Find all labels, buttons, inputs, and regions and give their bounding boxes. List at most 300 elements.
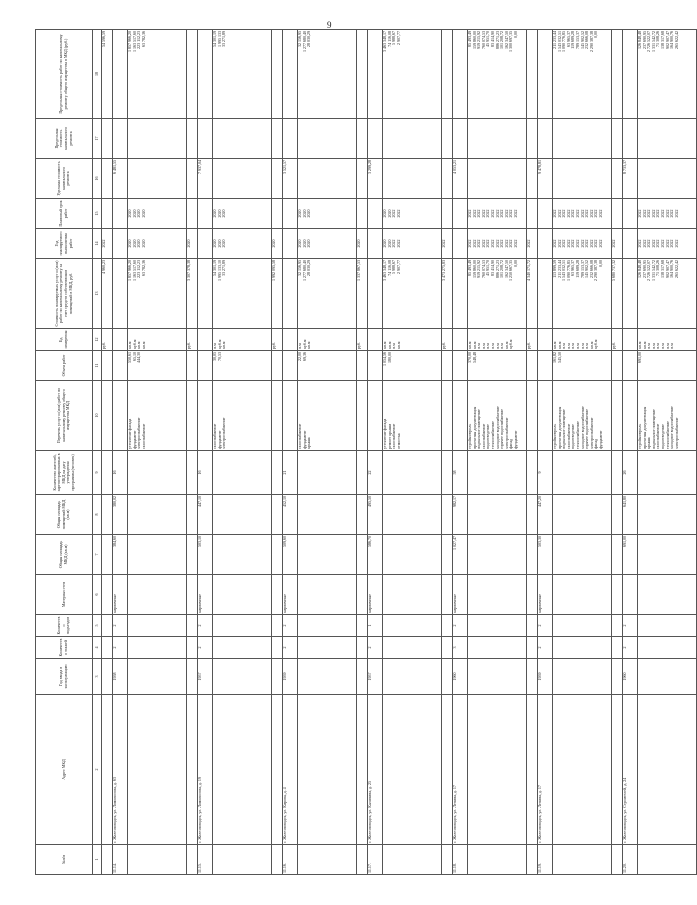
work-unit-line: п.м <box>584 343 590 349</box>
empty-cell <box>187 381 198 451</box>
works-row <box>638 30 697 875</box>
work-unit-line: п.м <box>476 343 482 349</box>
work-unit-line: кв.м <box>641 341 647 349</box>
empty-cell <box>187 535 198 575</box>
cost-limit-line: 63 782,36 <box>140 31 146 47</box>
column-number: 6 <box>93 575 102 615</box>
empty-cell <box>442 119 453 159</box>
work-cost-line: 63 965,37 <box>570 260 576 276</box>
column-header: Общая площадь помещений МКД (кв.м) <box>36 495 93 535</box>
empty-cell <box>442 535 453 575</box>
subtotal-row <box>102 30 113 875</box>
work-year-line: 2020 <box>306 239 312 248</box>
work-cost-line: 162 347,50 <box>503 260 509 278</box>
subtotal-label <box>272 695 283 845</box>
cost-limit-line: 211 233,44 <box>552 31 557 49</box>
empty-cell <box>113 30 128 119</box>
building-address: г. Железноводск, ул. Кирова, д. 4 <box>283 695 298 845</box>
empty-cell <box>213 695 272 845</box>
subtotal-row <box>187 30 198 875</box>
column-header: Предельная стоимость капитального ремонта <box>36 119 93 159</box>
work-volume-line: 545,50 <box>556 352 562 363</box>
work-volume <box>213 351 272 381</box>
plan-year <box>383 199 442 229</box>
empty-cell <box>187 575 198 615</box>
empty-cell <box>623 30 638 119</box>
plan-year-line: 2022 <box>561 209 567 218</box>
work-type-line: фундамент <box>512 430 518 449</box>
work-unit-line: куб.м <box>131 339 137 349</box>
work-type <box>638 381 697 451</box>
empty-cell <box>383 451 442 495</box>
row-number: 11.17. <box>368 845 383 875</box>
empty-cell <box>623 199 638 229</box>
cost-limit-line: 1 300 697,35 <box>508 31 514 52</box>
empty-cell <box>368 30 383 119</box>
work-volume-line: 65,10 <box>131 352 137 361</box>
subtotal-year-line: 2020 <box>356 239 361 248</box>
work-unit-line: п.м <box>561 343 567 349</box>
subtotal-unit-line: руб. <box>526 342 531 349</box>
plan-year-line: 2022 <box>579 209 585 218</box>
cost-limit-line: 2 290 387,38 <box>588 31 594 52</box>
work-cost-line: 101 208,72 <box>499 260 505 278</box>
empty-cell <box>357 451 368 495</box>
plan-year-line: 2022 <box>556 209 562 218</box>
empty-cell <box>442 451 453 495</box>
empty-cell <box>538 259 553 329</box>
empty-cell <box>553 535 612 575</box>
empty-cell <box>298 695 357 845</box>
empty-cell <box>527 199 538 229</box>
empty-cell <box>357 575 368 615</box>
row-number: 11.15. <box>198 845 213 875</box>
work-year <box>213 229 272 259</box>
work-type-line: фундамент <box>216 430 222 449</box>
work-type-line: холодное водоснабжение <box>494 406 500 449</box>
work-volume <box>468 351 527 381</box>
plan-year-line: 2020 <box>136 209 142 218</box>
works-row <box>383 30 442 875</box>
work-volume <box>128 351 187 381</box>
empty-cell <box>553 495 612 535</box>
floors-count: 2 <box>198 637 213 659</box>
cost-limit-line: 1 857 966,20 <box>127 31 132 52</box>
work-unit-line: кв.м <box>382 341 387 349</box>
cost-limit-line: 232 666,08 <box>584 31 590 49</box>
empty-cell <box>283 329 298 351</box>
empty-cell <box>213 637 272 659</box>
empty-cell <box>213 535 272 575</box>
work-type <box>468 381 527 451</box>
year-built: 1960 <box>453 659 468 695</box>
empty-cell <box>272 535 283 575</box>
empty-cell <box>298 451 357 495</box>
empty-cell <box>453 229 468 259</box>
empty-cell <box>272 495 283 535</box>
subtotal-cost-line: 1 337 867,53 <box>356 260 361 281</box>
work-cost <box>298 259 357 329</box>
empty-cell <box>553 119 612 159</box>
subtotal-unit <box>272 329 283 351</box>
work-unit-line: п.м <box>297 343 302 349</box>
work-cost-line: 1 995 133,10 <box>216 260 222 281</box>
empty-cell <box>298 535 357 575</box>
work-year-line: 2022 <box>574 239 580 248</box>
work-type-line: электроснабжение <box>221 417 227 449</box>
plan-year-line: 2020 <box>221 209 227 218</box>
cost-limit-line: 760 074,53 <box>480 31 486 49</box>
plan-year-line: 2020 <box>140 209 146 218</box>
empty-cell <box>442 381 453 451</box>
empty-cell <box>612 535 623 575</box>
plan-year-line: 2022 <box>584 209 590 218</box>
work-year-line: 2022 <box>471 239 477 248</box>
row-number: 11.19. <box>538 845 553 875</box>
work-cost-line: 1 090 776,85 <box>565 260 571 281</box>
empty-cell <box>468 575 527 615</box>
floors-count: 2 <box>283 637 298 659</box>
plan-year <box>468 199 527 229</box>
work-year-line: 2022 <box>655 239 661 248</box>
empty-cell <box>113 119 128 159</box>
work-unit-line: п.м <box>646 343 652 349</box>
cost-limit <box>638 30 697 119</box>
subtotal-limit <box>442 30 453 119</box>
building-address: г. Железноводск, ул. Ленина, д. 17 <box>538 695 553 845</box>
column-number: 17 <box>93 119 102 159</box>
building-row <box>368 30 383 875</box>
work-year-line: 2022 <box>552 239 557 248</box>
cost-limit-line: 789 153,37 <box>574 31 580 49</box>
empty-cell <box>623 229 638 259</box>
cost-limit-line: 1 163 517,60 <box>131 31 137 52</box>
column-header: Плановый срок работ <box>36 199 93 229</box>
works-row <box>298 30 357 875</box>
empty-cell <box>102 535 113 575</box>
empty-cell <box>612 637 623 659</box>
empty-cell <box>538 119 553 159</box>
cost-limit-line: 1 543 032,51 <box>556 31 562 52</box>
column-header: Перечень услуг и (или) работ по капитальному ремонту общего имущества МКД <box>36 381 93 451</box>
unit-cost: 4 053,21 <box>453 159 468 199</box>
residents-count: 22 <box>368 451 383 495</box>
work-type-line: фундамент <box>301 430 307 449</box>
empty-cell <box>453 381 468 451</box>
residents-count: 16 <box>198 451 213 495</box>
empty-cell <box>213 159 272 199</box>
empty-cell <box>442 615 453 637</box>
year-built: 1959 <box>283 659 298 695</box>
subtotal-unit-line: руб. <box>271 342 276 349</box>
work-year-line: 2022 <box>395 239 401 248</box>
subtotal-cost <box>102 259 113 329</box>
premises-area: 447,10 <box>198 495 213 535</box>
entrances-count: 1 <box>368 615 383 637</box>
building-row <box>113 30 128 875</box>
work-cost-line: 2 290 387,38 <box>593 260 599 281</box>
work-volume <box>553 351 612 381</box>
plan-year-line: 2022 <box>669 209 675 218</box>
plan-year-line: 2022 <box>637 209 642 218</box>
plan-year-line: 2022 <box>574 209 580 218</box>
empty-cell <box>623 329 638 351</box>
work-unit-line: п.м <box>489 343 495 349</box>
wall-material: кирпичные <box>368 575 383 615</box>
work-cost-line: 1 250 667,35 <box>508 260 514 281</box>
works-row <box>128 30 187 875</box>
work-type-line: утепление фасада <box>127 418 132 449</box>
empty-cell <box>368 381 383 451</box>
empty-cell <box>272 451 283 495</box>
subtotal-cost <box>272 259 283 329</box>
empty-cell <box>102 199 113 229</box>
unit-cost: 7 937,04 <box>198 159 213 199</box>
plan-year-line: 2022 <box>471 209 477 218</box>
row-number: 11.20. <box>623 845 638 875</box>
cost-limit-line: 101 208,72 <box>499 31 505 49</box>
empty-cell <box>553 615 612 637</box>
work-type-line: отмостка <box>395 433 401 449</box>
plan-year-line: 2022 <box>391 209 397 218</box>
plan-year-line: 2022 <box>565 209 571 218</box>
work-year <box>553 229 612 259</box>
empty-cell <box>468 637 527 659</box>
subtotal-limit <box>527 30 538 119</box>
empty-cell <box>187 199 198 229</box>
wall-material: кирпичные <box>453 575 468 615</box>
works-row <box>553 30 612 875</box>
work-cost <box>638 259 697 329</box>
work-cost <box>213 259 272 329</box>
cost-limit-line: 223 112,23 <box>136 31 142 49</box>
plan-year-line: 2022 <box>494 209 500 218</box>
empty-cell <box>198 119 213 159</box>
table-body <box>102 30 697 875</box>
empty-cell <box>638 615 697 637</box>
work-cost-line: 1 857 966,20 <box>127 260 132 281</box>
empty-cell <box>198 229 213 259</box>
empty-cell <box>298 575 357 615</box>
plan-year-line: 2020 <box>216 209 222 218</box>
column-number: 3 <box>93 659 102 695</box>
work-cost-line: 265 622,42 <box>673 260 679 278</box>
entrances-count: 2 <box>623 615 638 637</box>
residents-count: 21 <box>283 451 298 495</box>
empty-cell <box>638 695 697 845</box>
subtotal-label <box>442 695 453 845</box>
floors-count: 3 <box>453 637 468 659</box>
empty-cell <box>128 659 187 695</box>
empty-cell <box>357 199 368 229</box>
empty-cell <box>272 575 283 615</box>
empty-cell <box>283 199 298 229</box>
plan-year-line: 2022 <box>512 209 518 218</box>
empty-cell <box>527 381 538 451</box>
cost-limit-line: 119 689,28 <box>570 31 576 49</box>
work-unit-line: кв.м <box>588 341 594 349</box>
empty-cell <box>612 495 623 535</box>
cost-limit <box>383 30 442 119</box>
works-row <box>468 30 527 875</box>
empty-cell <box>272 199 283 229</box>
subtotal-cost <box>442 259 453 329</box>
wall-material <box>623 575 638 615</box>
cost-limit <box>213 30 272 119</box>
work-unit-line: п.м <box>574 343 580 349</box>
column-header: Удельная стоимость капитального ремонта <box>36 159 93 199</box>
work-unit-line: куб.м <box>508 339 514 349</box>
work-year <box>298 229 357 259</box>
plan-year-line: 2020 <box>386 209 392 218</box>
work-unit-line: п.м <box>655 343 661 349</box>
work-volume-line: 444,30 <box>136 352 142 363</box>
premises-area: 641,80 <box>623 495 638 535</box>
empty-cell <box>187 845 198 875</box>
plan-year-line: 2022 <box>485 209 491 218</box>
empty-cell <box>623 381 638 451</box>
work-year-line: 2022 <box>561 239 567 248</box>
building-address: г. Железноводск, ул. Ломоносова, д. 63 <box>113 695 128 845</box>
empty-cell <box>553 845 612 875</box>
work-year-line: 2022 <box>664 239 670 248</box>
empty-cell <box>638 495 697 535</box>
plan-year-line: 2022 <box>593 209 599 218</box>
work-unit-line: кв.м <box>552 341 557 349</box>
work-unit-line: п.м <box>664 343 670 349</box>
work-type-line: газоснабжение <box>140 423 146 449</box>
work-year-line: 2022 <box>499 239 505 248</box>
entrances-count: 2 <box>453 615 468 637</box>
empty-cell <box>383 119 442 159</box>
cost-limit-line: 886 271,23 <box>494 31 500 49</box>
empty-cell <box>198 351 213 381</box>
column-header: Количество подъездов <box>36 615 93 637</box>
plan-year-line: 2022 <box>499 209 505 218</box>
empty-cell <box>357 845 368 875</box>
empty-cell <box>623 119 638 159</box>
column-header: Год ввода в эксплуатацию <box>36 659 93 695</box>
work-cost-line: 886 271,23 <box>494 260 500 278</box>
empty-cell <box>368 259 383 329</box>
cost-limit <box>128 30 187 119</box>
work-unit <box>553 329 612 351</box>
empty-cell <box>113 259 128 329</box>
empty-cell <box>453 329 468 351</box>
empty-cell <box>453 119 468 159</box>
header-row <box>36 30 93 875</box>
work-cost-line: 919 215,92 <box>476 260 482 278</box>
empty-cell <box>468 695 527 845</box>
empty-cell <box>128 451 187 495</box>
work-year-line: 2022 <box>588 239 594 248</box>
empty-cell <box>113 229 128 259</box>
work-volume-line: 1 054,56 <box>382 352 387 366</box>
work-volume-line: 550,61 <box>127 352 132 363</box>
empty-cell <box>272 159 283 199</box>
work-cost-line: 54 301,19 <box>212 260 217 276</box>
work-volume-line: 70,53 <box>216 352 222 361</box>
work-volume <box>383 351 442 381</box>
plan-year-line: 2022 <box>489 209 495 218</box>
works-row <box>213 30 272 875</box>
subtotal-cost <box>527 259 538 329</box>
column-header: Адрес МКД <box>36 695 93 845</box>
work-volume-line: 22,00 <box>297 352 302 361</box>
work-unit-line: кв.м <box>140 341 146 349</box>
empty-cell <box>102 637 113 659</box>
row-number: 11.18. <box>453 845 468 875</box>
subtotal-row <box>357 30 368 875</box>
subtotal-cost-line: 5 680 737,32 <box>611 260 616 281</box>
work-unit-line: п.м <box>494 343 500 349</box>
work-year-line: 2020 <box>136 239 142 248</box>
work-year-line: 2022 <box>485 239 491 248</box>
work-unit-line: п.м <box>650 343 656 349</box>
page-number: 9 <box>327 20 332 30</box>
empty-cell <box>298 845 357 875</box>
subtotal-year <box>442 229 453 259</box>
plan-year-line: 2020 <box>301 209 307 218</box>
work-unit-line: кв.м <box>503 341 509 349</box>
empty-cell <box>298 495 357 535</box>
work-unit <box>298 329 357 351</box>
empty-cell <box>272 615 283 637</box>
column-header: Общая площадь МКД (кв.м) <box>36 535 93 575</box>
work-year-line: 2020 <box>131 239 137 248</box>
column-number: 1 <box>93 845 102 875</box>
column-number: 11 <box>93 351 102 381</box>
empty-cell <box>442 637 453 659</box>
work-unit-line: п.м <box>570 343 576 349</box>
year-built: 1960 <box>623 659 638 695</box>
year-built: 1957 <box>198 659 213 695</box>
work-cost-line: 3 463 348,17 <box>382 260 387 281</box>
work-year <box>383 229 442 259</box>
empty-cell <box>213 495 272 535</box>
empty-cell <box>442 159 453 199</box>
work-unit-line: п.м <box>485 343 491 349</box>
column-header: Количество жителей, зарегистрированных в МКД на дату утверждения программы (человек) <box>36 451 93 495</box>
empty-cell <box>442 575 453 615</box>
plan-year-line: 2022 <box>570 209 576 218</box>
subtotal-year-line: 2022 <box>611 239 616 248</box>
empty-cell <box>272 351 283 381</box>
work-cost-line: 45 951,70 <box>485 260 491 276</box>
empty-cell <box>102 615 113 637</box>
subtotal-year-line: 2022 <box>101 239 106 248</box>
work-type-line: фасад <box>508 438 514 449</box>
empty-cell <box>272 845 283 875</box>
empty-cell <box>527 535 538 575</box>
empty-cell <box>368 351 383 381</box>
empty-cell <box>612 351 623 381</box>
empty-cell <box>272 637 283 659</box>
subtotal-cost-line: 3 473 275,83 <box>441 260 446 281</box>
work-year-line: 2022 <box>659 239 665 248</box>
work-unit-line: кв.м <box>306 341 312 349</box>
empty-cell <box>442 351 453 381</box>
empty-cell <box>442 845 453 875</box>
column-header: Стоимость планируемых услуг и (или) работ по капитальному ремонту за счет средств собственников помещений в МКД, руб. <box>36 259 93 329</box>
empty-cell <box>538 381 553 451</box>
work-year-line: 2020 <box>216 239 222 248</box>
plan-year <box>128 199 187 229</box>
empty-cell <box>442 495 453 535</box>
subtotal-label <box>187 695 198 845</box>
work-type-line: электроснабжение <box>588 417 594 449</box>
plan-year-line: 2020 <box>212 209 217 218</box>
